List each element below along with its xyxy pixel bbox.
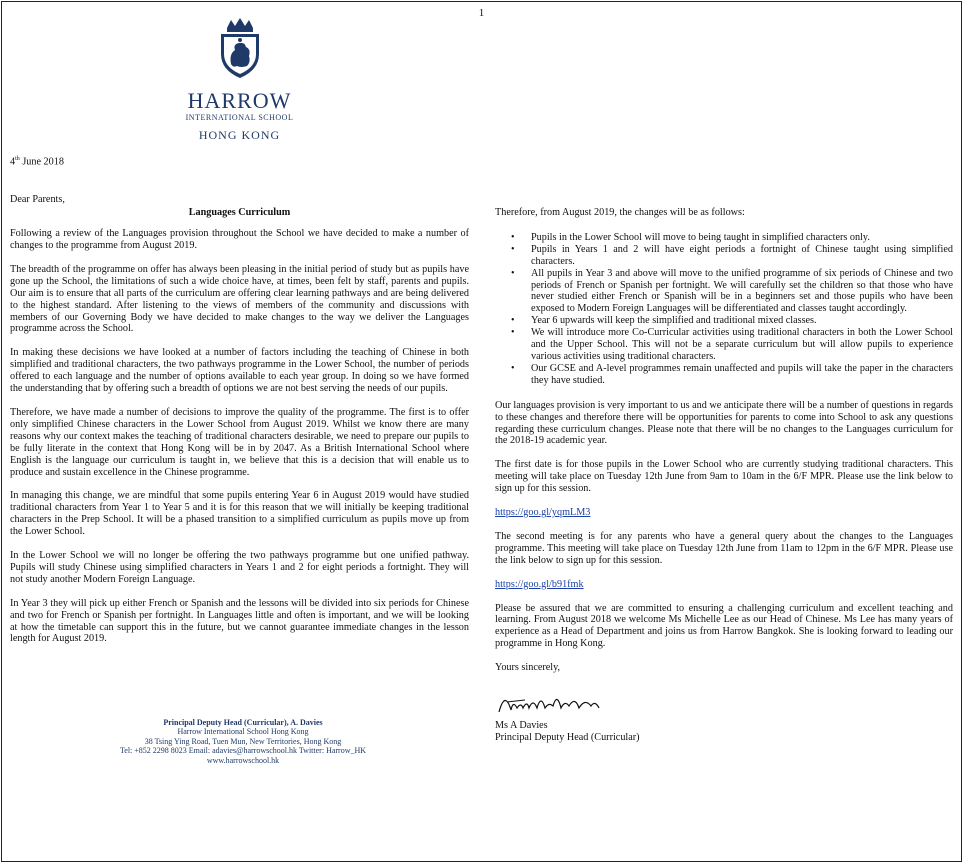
changes-intro: Therefore, from August 2019, the changes will be as follows:	[495, 207, 745, 218]
school-location: HONG KONG	[198, 128, 281, 142]
paragraph-year-3: In Year 3 they will pick up either French or Spanish and the lessons will be divided into six periods for Chinese and two for French or Spanish per fortnight. In Languages little and often is important, and we will be looking at how the timetable can support this in the future, but we cannot guarantee immediate changes in the lesson length for August 2019.	[10, 597, 469, 645]
paragraph-first-meeting: The first date is for those pupils in the Lower School who are currently studying traditional characters. This meeting will take place on Tuesday 12th June from 9am to 10am in the 6/F MPR. Please use the link below to sign up for this session.	[495, 459, 953, 495]
letter-date	[10, 154, 469, 168]
letter-page	[1, 1, 962, 862]
paragraph-closing: Please be assured that we are committed to ensuring a challenging curriculum and excellent teaching and learning. From August 2018 we welcome Ms Michelle Lee as our Head of Chinese. Ms Lee has many years of experience as a Head of Department and joins us from Harrow Bangkok. She is looking forward to leading our programme in Hong Kong.	[495, 602, 953, 650]
list-item: • We will introduce more Co-Curricular activities using traditional characters in both the Lower School and the Upper School. This will not be a separate curriculum but will allow pupils to experience various activities using traditional characters.	[505, 327, 953, 363]
paragraph-lower-school: In the Lower School we will no longer be offering the two pathways programme but one unified pathway. Pupils will study Chinese using simplified characters in Years 1 and 2 for eight periods a fortnight. They will not study another Modern Foreign Language.	[10, 550, 469, 585]
letter-footer	[62, 718, 424, 765]
school-name: HARROW	[187, 88, 292, 113]
page-number: 1	[478, 7, 485, 19]
paragraph-managing-change: In managing this change, we are mindful that some pupils entering Year 6 in August 2019 would have studied traditional characters from Year 1 to Year 5 and it is for this reason that we will initially be keeping traditional characters in the Prep School. It will be a phased transition to a simplified curriculum as pupils move up from the Lower School.	[10, 490, 469, 538]
footer-line: 38 Tsing Ying Road, Tuen Mun, New Territories, Hong Kong	[144, 736, 342, 746]
school-crest-icon	[215, 16, 265, 80]
letter-title: Languages Curriculum	[188, 207, 291, 219]
signer-name: Ms A Davies	[495, 720, 548, 732]
footer-line: Tel: +852 2298 8023 Email: adavies@harrowschool.hk Twitter: Harrow_HK	[119, 746, 367, 756]
footer-heading: Principal Deputy Head (Curricular), A. Davies	[163, 718, 323, 727]
changes-list	[505, 232, 953, 387]
date-suffix: th	[15, 156, 20, 162]
signer-role: Principal Deputy Head (Curricular)	[495, 732, 640, 743]
paragraph-second-meeting: The second meeting is for any parents who have a general query about the changes to the Languages programme. This meeting will take place on Tuesday 12th June from 11am to 12pm in the 6/F MPR. Please use the link below to sign up for this session.	[495, 530, 953, 566]
right-column	[495, 207, 953, 744]
footer-website: www.harrowschool.hk	[206, 755, 280, 765]
signup-link-first[interactable]: https://goo.gl/yqmLM3	[495, 507, 591, 519]
paragraph-questions: Our languages provision is very important to us and we anticipate there will be a number of questions in regards to these changes and therefore there will be opportunities for parents to come into School to ask any questions regarding these curriculum changes. Please note that there will be no changes to the Languages curriculum for the 2018-19 academic year.	[495, 399, 953, 447]
date-rest: June 2018	[19, 156, 64, 168]
paragraph-intro: Following a review of the Languages provision throughout the School we have decided to make a number of changes to the programme from August 2019.	[10, 228, 469, 252]
paragraph-decisions: Therefore, we have made a number of decisions to improve the quality of the programme. The first is to offer only simplified Chinese characters in the Lower School from August 2019. Whilst we know there are many reasons why our context makes the teaching of traditional characters desirable, we need to prepare our pupils to be fully literate in the context that Hong Kong will be in by 2047. As a British International School where English is the language our curriculum is taught in, we believe that this is a decision that will enable us to produce and sustain excellence in the Chinese programme.	[10, 406, 469, 478]
list-item: • Year 6 upwards will keep the simplified and traditional mixed classes.	[505, 315, 953, 327]
paragraph-factors: In making these decisions we have looked at a number of factors including the teaching of Chinese in both simplified and traditional characters, the two pathways programme in the Lower School, the number of periods offered to each language and the number of options available to each year group. In doing so we have formed the understanding that by offering such a breadth of options we are not best serving the needs of our pupils.	[10, 347, 469, 395]
greeting: Dear Parents,	[10, 194, 65, 206]
sign-off: Yours sincerely,	[495, 662, 561, 674]
school-subtitle: INTERNATIONAL SCHOOL	[185, 113, 294, 122]
list-item: • Our GCSE and A-level programmes remain unaffected and pupils will take the paper in the characters they have studied.	[505, 363, 953, 387]
left-column	[10, 154, 469, 657]
list-item: • Pupils in the Lower School will move to being taught in simplified characters only.	[505, 232, 953, 244]
paragraph-breadth: The breadth of the programme on offer has always been pleasing in the initial period of study but as pupils have gone up the School, the limitations of such a wide choice have, at times, been felt by staff, parents and pupils. Our aim is to ensure that all parts of the curriculum are offering clear learning pathways and are being delivered to the highest standard. After listening to the views of members of the community and discussions with members of our Governing Body we have decided to make changes to the way we deliver the Languages programme across the School.	[10, 263, 469, 335]
footer-line: Harrow International School Hong Kong	[177, 727, 309, 737]
list-item: • All pupils in Year 3 and above will move to the unified programme of six periods of Chinese and two periods of French or Spanish per fortnight. We will carefully set the children so that those who have never studied either French or Spanish will be in a beginners set and those pupils who have been exposed to Modern Foreign Languages will be differentiated and classes taught accordingly.	[505, 268, 953, 316]
list-item: • Pupils in Years 1 and 2 will have eight periods a fortnight of Chinese taught using simplified characters.	[505, 244, 953, 268]
signup-link-second[interactable]: https://goo.gl/b91fmk	[495, 578, 584, 590]
signature-icon	[495, 686, 615, 718]
date-day: 4	[10, 156, 16, 168]
